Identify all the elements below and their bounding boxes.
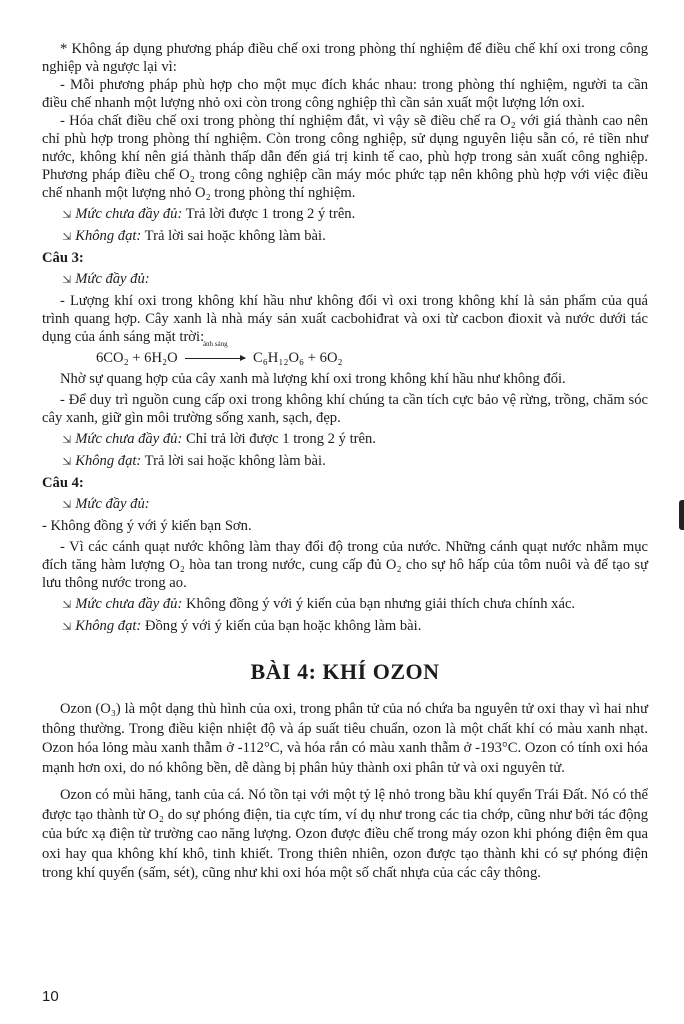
intro-fail-criterion: [42, 227, 648, 246]
q3-answer-3: - Để duy trì nguồn cung cấp oxi trong không khí chúng ta cần tích cực bảo vệ rừng, trồng, chăm sóc cây xanh, giữ gìn môi trường sống xanh, sạch, đẹp.: [42, 392, 648, 426]
criterion-text: Chỉ trả lời được 1 trong 2 ý trên.: [182, 431, 376, 447]
criterion-text: Trả lời sai hoặc không làm bài.: [141, 228, 326, 244]
question-3-heading: Câu 3:: [42, 250, 84, 266]
intro-reason-2: - Hóa chất điều chế oxi trong phòng thí nghiệm đắt, vì vậy sẽ điều chế ra O₂ với giá thành cao nên chỉ phù hợp trong phòng thí nghiệm. Còn trong công nghiệp, sử dụng nguyên liệu sẵn có, rẻ tiền như nước, không khí nên giá thành thấp dẫn đến giá trị kinh tế cao, phù hợp trong sản xuất công nghiệp. Phương pháp điều chế O₂ trong công nghiệp cần máy móc phức tạp nên không phù hợp với việc điều chế nhanh một lượng nhỏ O₂ trong phòng thí nghiệm.: [42, 113, 648, 201]
arrow-icon: ⇲: [62, 274, 72, 286]
criterion-label: Mức đầy đủ:: [75, 496, 150, 512]
q4-partial-criterion: [42, 595, 648, 614]
criterion-label: Mức chưa đầy đủ:: [75, 431, 183, 447]
criterion-label: Mức chưa đầy đủ:: [75, 596, 183, 612]
page-content: [42, 40, 648, 884]
arrow-icon: ⇲: [62, 434, 72, 446]
reaction-condition: ánh sáng: [202, 340, 228, 348]
criterion-label: Không đạt:: [75, 618, 142, 634]
criterion-label: Không đạt:: [75, 228, 142, 244]
criterion-text: Trả lời sai hoặc không làm bài.: [141, 453, 326, 469]
criterion-label: Mức đầy đủ:: [75, 271, 150, 287]
q3-answer-2: Nhờ sự quang hợp của cây xanh mà lượng khí oxi trong không khí hầu như không đổi.: [60, 371, 566, 387]
criterion-text: Đồng ý với ý kiến của bạn hoặc không làm bài.: [141, 618, 422, 634]
q3-full-criterion: [42, 270, 648, 289]
intro-partial-criterion: [42, 205, 648, 224]
criterion-label: Mức chưa đầy đủ:: [75, 206, 183, 222]
q3-answer-1: - Lượng khí oxi trong không khí hầu như không đổi vì oxi trong không khí là sản phẩm của quá trình quang hợp. Cây xanh là nhà máy sản xuất cacbohiđrat và oxi từ cacbon đioxit và nước dưới tác dụng của ánh sáng mặt trời:: [42, 293, 648, 345]
arrow-icon: ⇲: [62, 499, 72, 511]
equation-products: C₆H₁₂O₆ + 6O₂: [252, 350, 343, 366]
lesson-title: BÀI 4: KHÍ OZON: [250, 659, 440, 684]
ozone-paragraph-2: Ozon có mùi hăng, tanh của cá. Nó tồn tại với một tỷ lệ nhỏ trong bầu khí quyển Trái Đất. Nó có thể được tạo thành từ O₂ do sự phóng điện, tia cực tím, ví dụ như trong các tia chớp, cũng như bởi tác động của bức xạ điện từ trường cao năng lượng. Ozon được điều chế trong máy ozon khi phóng điện êm qua oxi hay qua không khí khô, tinh khiết. Trong thiên nhiên, ozon được tạo thành khi có sự phóng điện trong khí quyển (sấm, sét), cũng như khi oxi hóa một số chất nhựa của các cây thông.: [42, 787, 648, 881]
q4-fail-criterion: [42, 617, 648, 636]
arrow-icon: ⇲: [62, 209, 72, 221]
question-4-heading: Câu 4:: [42, 475, 84, 491]
criterion-label: Không đạt:: [75, 453, 142, 469]
page-number: 10: [42, 988, 59, 1005]
q3-partial-criterion: [42, 430, 648, 449]
arrow-icon: ⇲: [62, 456, 72, 468]
q4-answer-1: - Không đồng ý với ý kiến bạn Sơn.: [42, 518, 252, 534]
intro-reason-1: - Mỗi phương pháp phù hợp cho một mục đích khác nhau: trong phòng thí nghiệm, người ta cần điều chế nhanh một lượng nhỏ oxi còn trong công nghiệp thì cần sản xuất một lượng lớn oxi.: [42, 77, 648, 111]
criterion-text: Không đồng ý với ý kiến của bạn nhưng giải thích chưa chính xác.: [182, 596, 576, 612]
page-edge-mark: [679, 500, 684, 530]
photosynthesis-equation: [42, 340, 648, 367]
q3-fail-criterion: [42, 452, 648, 471]
equation-reactants: 6CO₂ + 6H₂O: [96, 350, 178, 366]
criterion-text: Trả lời được 1 trong 2 ý trên.: [182, 206, 356, 222]
q4-full-criterion: [42, 495, 648, 514]
arrow-icon: ⇲: [62, 231, 72, 243]
q4-answer-2: - Vì các cánh quạt nước không làm thay đổi độ trong của nước. Những cánh quạt nước nhằm mục đích tăng hàm lượng O₂ hòa tan trong nước, cung cấp đủ O₂ cho sự hô hấp của tôm nuôi và để tạo sự lưu thông nước trong ao.: [42, 539, 648, 591]
arrow-icon: ⇲: [62, 599, 72, 611]
ozone-paragraph-1: Ozon (O₃) là một dạng thù hình của oxi, trong phân tử của nó chứa ba nguyên tử oxi thay vì hai như thông thường. Trong điều kiện nhiệt độ và áp suất tiêu chuẩn, ozon là một chất khí có màu xanh nhạt. Ozon hóa lỏng màu xanh thẫm ở -112°C, và hóa rắn có màu xanh thẫm ở -193°C. Ozon có tính oxi hóa mạnh hơn oxi, do nó không bền, dễ dàng bị phân hủy thành oxi phân tử và oxi nguyên tử.: [42, 701, 648, 776]
reaction-arrow: [184, 340, 246, 367]
intro-statement: * Không áp dụng phương pháp điều chế oxi trong phòng thí nghiệm để điều chế khí oxi trong công nghiệp và ngược lại vì:: [42, 41, 648, 75]
arrow-icon: ⇲: [62, 621, 72, 633]
